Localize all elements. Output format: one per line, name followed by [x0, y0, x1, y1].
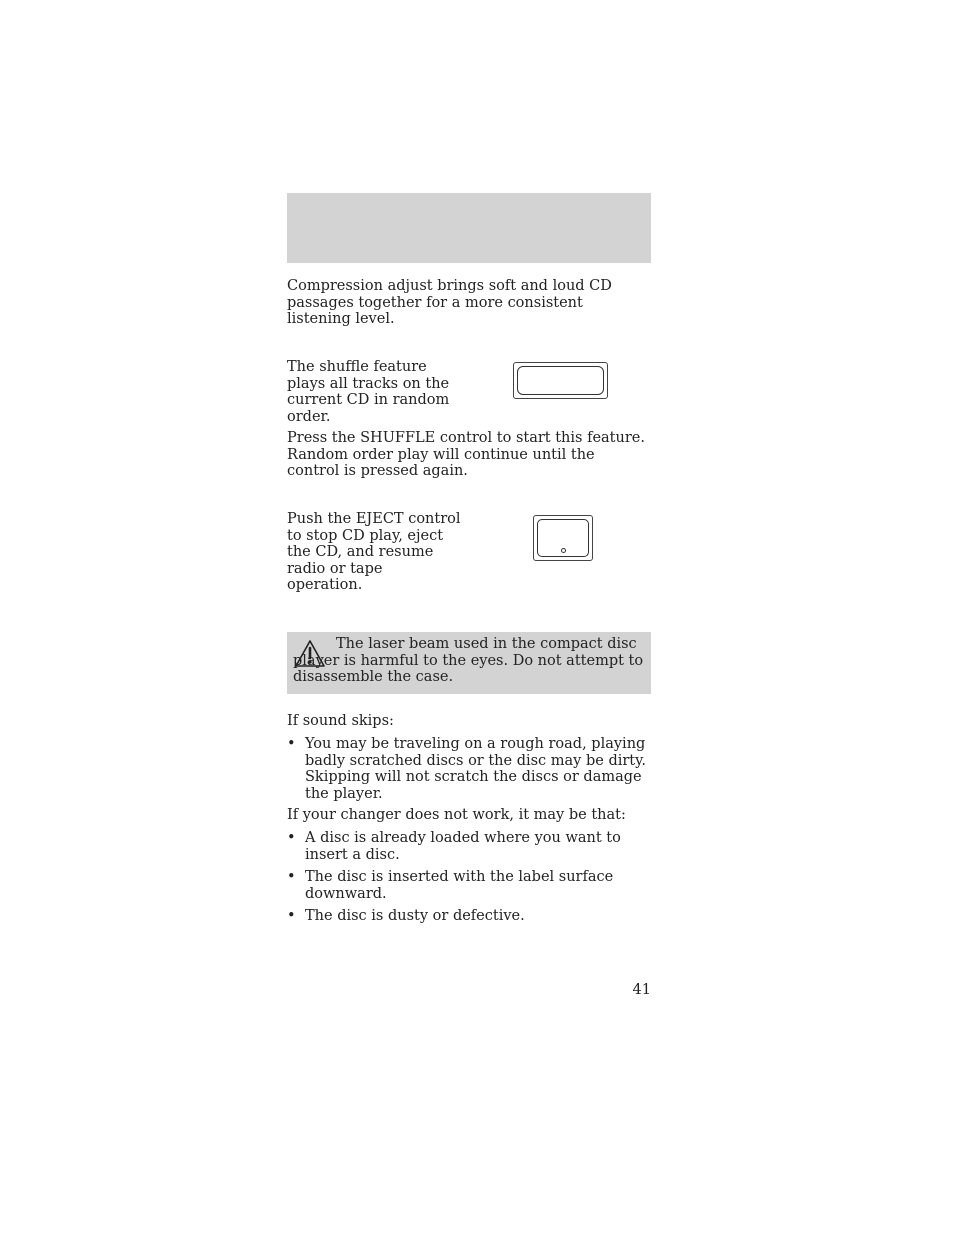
list-item-text: A disc is already loaded where you want to insert a disc. — [305, 830, 621, 863]
eject-button-face — [537, 519, 589, 557]
bullet-icon: • — [287, 736, 296, 752]
changer-heading: If your changer does not work, it may be that: — [287, 807, 626, 823]
eject-paragraph: Push the EJECT control to stop CD play, eject the CD, and resume radio or tape operation. — [287, 511, 461, 593]
bullet-icon: • — [287, 830, 296, 846]
eject-indicator-dot — [561, 548, 566, 553]
section-header-bar — [287, 193, 651, 263]
eject-button-illustration — [533, 515, 593, 561]
list-item-text: The disc is inserted with the label surface downward. — [305, 869, 614, 902]
bullet-icon: • — [287, 908, 296, 924]
shuffle-button-illustration — [513, 362, 608, 399]
warning-box — [287, 632, 651, 694]
page-number: 41 — [632, 982, 651, 998]
shuffle-button-face — [517, 366, 604, 395]
list-item-text: The disc is dusty or defective. — [305, 908, 525, 924]
shuffle-intro-paragraph: The shuffle feature plays all tracks on the current CD in random order. — [287, 359, 450, 425]
list-item — [287, 830, 651, 863]
warning-text: The laser beam used in the compact disc player is harmful to the eyes. Do not attempt to disassemble the case. — [293, 636, 644, 685]
bullet-icon: • — [287, 869, 296, 885]
skips-heading: If sound skips: — [287, 713, 394, 729]
list-item — [287, 869, 651, 902]
list-item — [287, 736, 651, 802]
list-item — [287, 908, 651, 925]
list-item-text: You may be traveling on a rough road, playing badly scratched discs or the disc may be dirty. Skipping will not scratch the discs or damage the player. — [305, 736, 647, 802]
shuffle-press-paragraph: Press the SHUFFLE control to start this feature. Random order play will continue until the control is pressed again. — [287, 430, 645, 479]
manual-page — [287, 0, 651, 1235]
compression-paragraph: Compression adjust brings soft and loud CD passages together for a more consistent listening level. — [287, 278, 612, 327]
